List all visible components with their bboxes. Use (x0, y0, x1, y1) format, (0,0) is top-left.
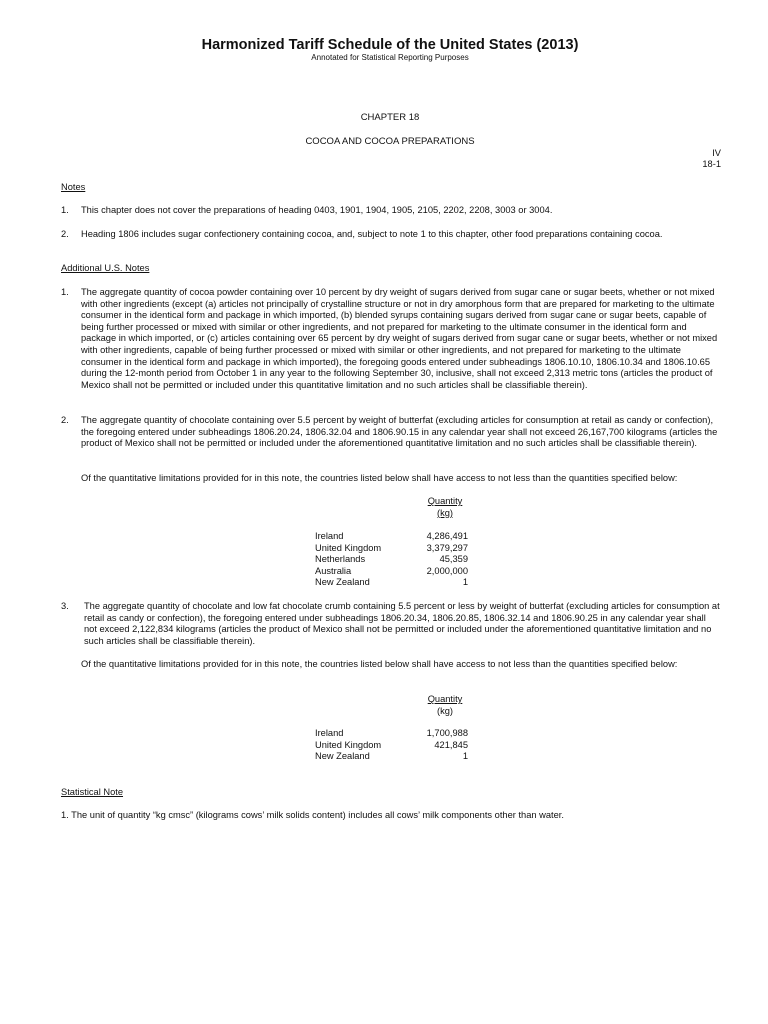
note-number: 3. (61, 601, 69, 611)
quantity-cell: 1 (462, 577, 468, 588)
note-text: The aggregate quantity of chocolate containing over 5.5 percent by weight of butterfat (excluding articles for consumption at retail as candy or confection), the foregoing entered under subheadings 1806.20.24, 1806.32.04 and 1806.90.15 in any calendar year shall not exceed 26,167,700 kilograms (articles the product of Mexico shall not be permitted or included under the aforementioned quantitative limitation and no such articles shall be classifiable therein). (81, 415, 718, 449)
note-number: 2. (61, 415, 69, 425)
chapter-label: CHAPTER 18 (360, 112, 420, 123)
country-cell: New Zealand (315, 751, 370, 762)
notes-heading: Notes (61, 182, 86, 192)
table-row (315, 554, 468, 566)
country-cell: United Kingdom (315, 542, 382, 553)
note-text: This chapter does not cover the preparations of heading 0403, 1901, 1904, 1905, 2105, 2202, 2208, 3003 or 3004. (81, 205, 553, 215)
quantity-unit: (kg) (436, 507, 453, 518)
additional-note-3 (61, 601, 721, 647)
allocation-text: Of the quantitative limitations provided for in this note, the countries listed below shall have access to not less than the quantities specified below: (81, 659, 678, 669)
document-title: Harmonized Tariff Schedule of the United States (2013) (201, 37, 579, 53)
country-cell: New Zealand (315, 577, 370, 588)
allocation-text: Of the quantitative limitations provided for in this note, the countries listed below shall have access to not less than the quantities specified below: (81, 473, 678, 483)
note-item (61, 229, 721, 241)
quantity-cell: 421,845 (434, 739, 468, 750)
quantity-cell: 1 (462, 751, 468, 762)
table-row (315, 751, 468, 763)
table-row (315, 577, 468, 589)
country-cell: Ireland (315, 531, 344, 541)
quantity-label: Quantity (427, 694, 463, 704)
note-item (61, 205, 721, 217)
quantity-cell: 4,286,491 (426, 531, 468, 541)
country-cell: Australia (315, 565, 352, 576)
note-number: 1. (61, 205, 69, 215)
note-number: 2. (61, 229, 69, 239)
table-row (315, 728, 468, 740)
country-cell: United Kingdom (315, 739, 382, 750)
quantity-cell: 1,700,988 (426, 728, 468, 738)
additional-note-2 (61, 415, 721, 450)
note-number: 1. (61, 287, 69, 297)
table-row (315, 566, 468, 578)
additional-note-1 (61, 287, 721, 391)
additional-notes-heading: Additional U.S. Notes (61, 263, 150, 273)
country-cell: Netherlands (315, 554, 366, 565)
note-text: The aggregate quantity of cocoa powder containing over 10 percent by dry weight of sugars derived from sugar cane or sugar beets, whether or not mixed with other ingredients (except (a) articles not principally of crystalline structure or not in dry amorphous form that are prepared for marketing to the ultimate consumer in the identical form and package in which imported, (b) blended syrups containing sugars derived from sugar cane or sugar beets, capable of being further processed or mixed with similar or other ingredients, and not prepared for marketing to the ultimate consumer in the identical form and package in which imported, or (c) articles containing over 65 percent by dry weight of sugars derived from sugar cane or sugar beets, whether or not mixed with other ingredients, capable of being further processed or mixed with similar or other ingredients, and not prepared for marketing to the ultimate consumer in the identical form and package in which imported), the foregoing goods entered under subheadings 1806.10.10, 1806.10.34 and 1806.10.65 during the 12-month period from October 1 in any year to the following September 30, inclusive, shall not exceed 2,313 metric tons (articles the product of Mexico shall not be permitted or included under this quantitative limitation and no such articles shall be classifiable therein). (81, 287, 718, 390)
quantity-header (415, 694, 475, 717)
note-text: Heading 1806 includes sugar confectionery containing cocoa, and, subject to note 1 to this chapter, other food preparations containing cocoa. (81, 229, 663, 239)
quantity-header (415, 496, 475, 519)
statistical-note-text: 1. The unit of quantity “kg cmsc” (kilograms cows’ milk solids content) includes all cows’ milk components other than water. (61, 810, 564, 820)
table-row (315, 543, 468, 555)
country-cell: Ireland (315, 728, 344, 738)
note-text: The aggregate quantity of chocolate and low fat chocolate crumb containing 5.5 percent or less by weight of butterfat (excluding articles for consumption at retail as candy or confection), the foregoing entered under subheadings 1806.20.34, 1806.20.85, 1806.32.14 and 1806.90.25 in any calendar year shall not exceed 2,122,834 kilograms (articles the product of Mexico shall not be permitted or included under the aforementioned quantitative limitation and no such articles shall be classifiable therein). (84, 601, 720, 646)
quantity-unit: (kg) (436, 705, 453, 716)
quantity-label: Quantity (427, 496, 463, 506)
quantity-cell: 45,359 (439, 554, 468, 565)
statistical-note-heading: Statistical Note (61, 787, 124, 797)
page-number: 18-1 (702, 159, 721, 169)
quantity-cell: 2,000,000 (426, 565, 468, 576)
chapter-name: COCOA AND COCOA PREPARATIONS (305, 136, 475, 147)
quantity-table-note-2 (315, 531, 468, 589)
table-row (315, 531, 468, 543)
section-number: IV (712, 148, 721, 158)
table-row (315, 740, 468, 752)
quantity-table-note-3 (315, 728, 468, 763)
document-subtitle: Annotated for Statistical Reporting Purposes (311, 53, 469, 62)
quantity-cell: 3,379,297 (426, 542, 468, 553)
